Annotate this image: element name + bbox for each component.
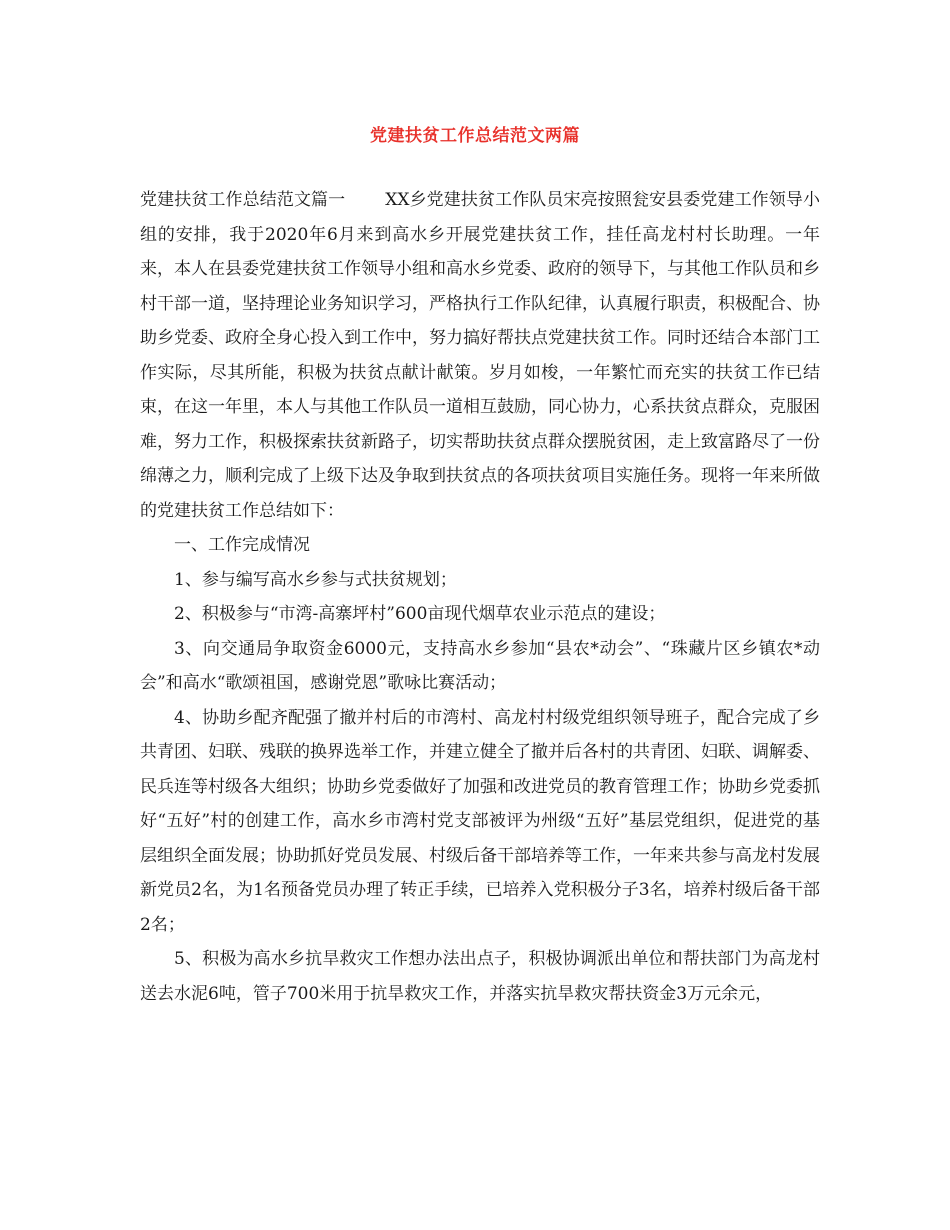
intro-paragraph <box>140 183 820 528</box>
section-heading: 一、工作完成情况 <box>174 535 310 555</box>
intro-text: XX乡党建扶贫工作队员宋亮按照瓮安县委党建工作领导小组的安排，我于2020年6月来到高水乡开展党建扶贫工作，挂任高龙村村长助理。一年来，本人在县委党建扶贫工作领导小组和高水乡党委、政府的领导下，与其他工作队员和乡村干部一道，坚持理论业务知识学习，严格执行工作队纪律，认真履行职责，积极配合、协助乡党委、政府全身心投入到工作中，努力搞好帮扶点党建扶贫工作。同时还结合本部门工作实际，尽其所能，积极为扶贫点献计献策。岁月如梭，一年繁忙而充实的扶贫工作已结束，在这一年里，本人与其他工作队员一道相互鼓励，同心协力，心系扶贫点群众，克服困难，努力工作，积极探索扶贫新路子，切实帮助扶贫点群众摆脱贫困，走上致富路尽了一份绵薄之力，顺利完成了上级下达及争取到扶贫点的各项扶贫项目实施任务。现将一年来所做的党建扶贫工作总结如下： <box>140 190 820 521</box>
list-item: 2、积极参与“市湾-高寨坪村”600亩现代烟草农业示范点的建设； <box>174 604 666 624</box>
document-body <box>140 183 820 1011</box>
list-item: 1、参与编写高水乡参与式扶贫规划； <box>174 569 457 590</box>
list-item: 5、积极为高水乡抗旱救灾工作想办法出点子，积极协调派出单位和帮扶部门为高龙村送去水泥6吨，管子700米用于抗旱救灾工作，并落实抗旱救灾帮扶资金3万元余元， <box>140 949 820 1004</box>
list-item: 4、协助乡配齐配强了撤并村后的市湾村、高龙村村级党组织领导班子，配合完成了乡共青团、妇联、残联的换界选举工作，并建立健全了撤并后各村的共青团、妇联、调解委、民兵连等村级各大组织；协助乡党委做好了加强和改进党员的教育管理工作；协助乡党委抓好“五好”村的创建工作，高水乡市湾村党支部被评为州级“五好”基层党组织，促进党的基层组织全面发展；协助抓好党员发展、村级后备干部培养等工作，一年来共参与高龙村发展新党员2名，为1名预备党员办理了转正手续，已培养入党积极分子3名，培养村级后备干部2名； <box>140 707 820 935</box>
article-label: 党建扶贫工作总结范文篇一 <box>140 190 346 210</box>
list-item: 3、向交通局争取资金6000元，支持高水乡参加“县农*动会”、“珠藏片区乡镇农*动会”和高水“歌颂祖国，感谢党恩”歌咏比赛活动； <box>140 638 820 693</box>
document-title: 党建扶贫工作总结范文两篇 <box>370 126 580 146</box>
